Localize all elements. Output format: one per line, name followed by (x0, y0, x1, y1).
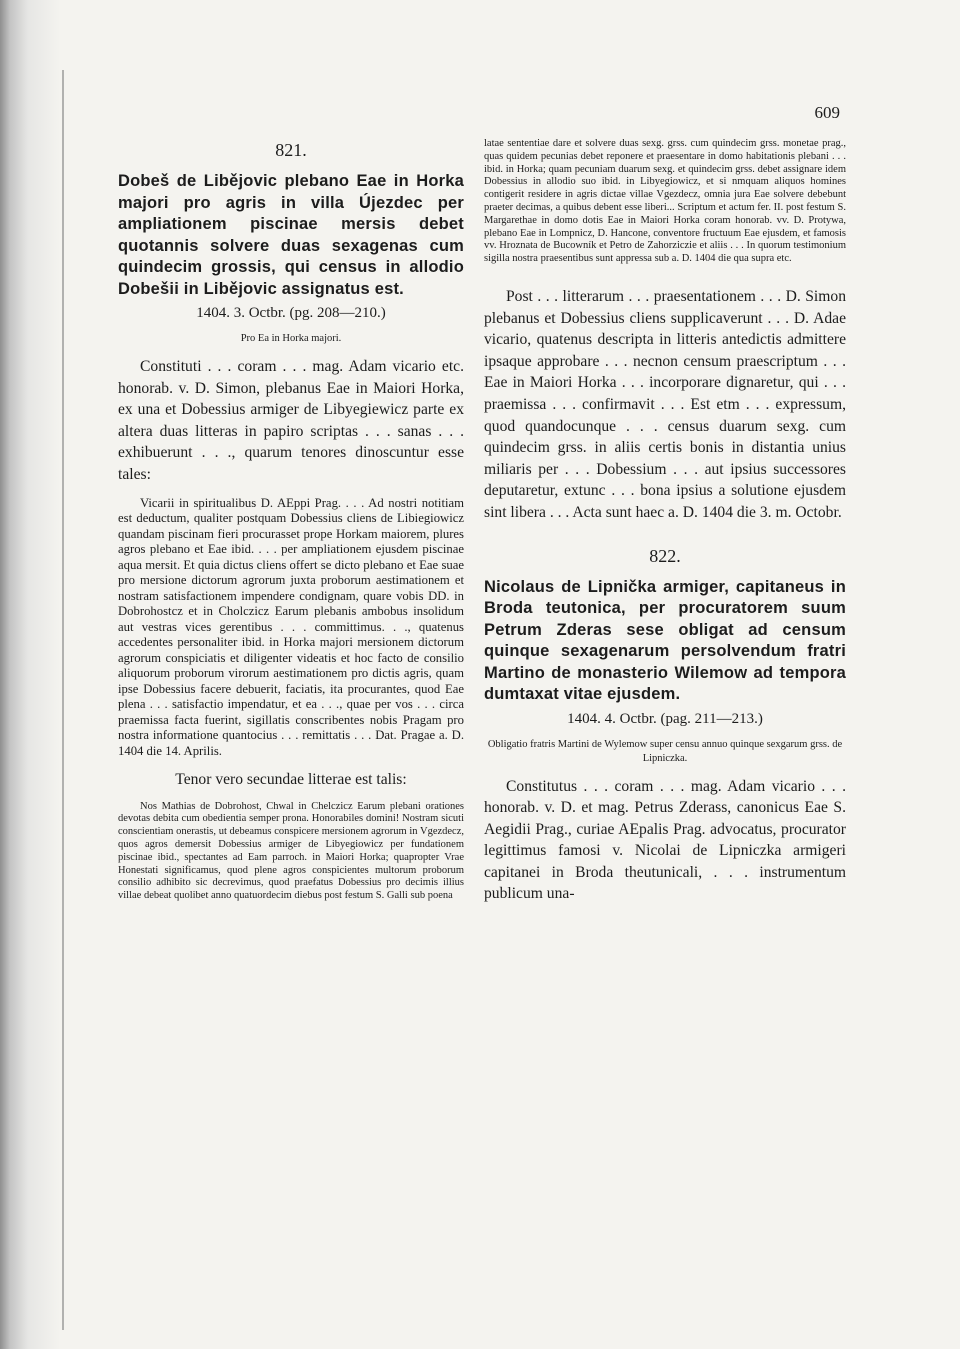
document-subtitle-822: Obligatio fratris Martini de Wylemow super censu annuo quinque sexgarum grss. de Lipniczka. (487, 738, 843, 764)
tenor-line: Tenor vero secundae litterae est talis: (175, 771, 407, 789)
document-heading-822: Nicolaus de Lipnička armiger, capitaneus in Broda teutonica, per procuratorem suum Petrum Zderas sese obligat ad censum quinque sexagenarum persolvendum fratri Martino de monasterio Wilemow ad tempora dumtaxat vitae ejusdem. (484, 577, 846, 703)
right-column (484, 138, 846, 905)
document-number-821: 821. (275, 140, 307, 160)
intro-paragraph-822: Constitutus . . . coram . . . mag. Adam vicario . . . honorab. v. D. et mag. Petrus Zderass, canonicus Eae S. Aegidii Prag., curiae AEpalis Prag. advocatus, procurator legittimus famosi v. Nicolai de Lipniczka armigeri capitanei in Broda theutunicali, . . . instrumentum publicum una- (484, 777, 846, 903)
page-number: 609 (814, 103, 840, 122)
document-date-821: 1404. 3. Octbr. (pg. 208—210.) (196, 305, 386, 321)
document-number-822: 822. (649, 545, 681, 566)
document-date-822: 1404. 4. Octbr. (pag. 211—213.) (567, 710, 763, 727)
page-edge-line (62, 70, 64, 1330)
document-subtitle-821: Pro Ea in Horka majori. (240, 333, 342, 344)
book-spine-shadow (0, 0, 64, 1349)
letter-two-text: Nos Mathias de Dobrohost, Chwal in Chelczicz Earum plebani orationes devotas debita cum obedientia semper prona. Honorabiles domini! Nostram sicuti conscientiam onerastis, ut debeamus conspicere mersionem agrorum in Vgezdecz, quos agros demersit Dobessius armiger de Libyegiowicz per fundationem piscinae ibid., spectantes ad Eam parroch. in Maiori Horka; quapropter Vrae Honestati significamus, quod plene agros conspicientes multorum proborum consilio adhibito sic decrevimus, quod praefatus Dobessius pro decimis illius villae debeat quolibet anno quatuordecim diebus post festum S. Galli sub poena (118, 800, 464, 902)
letter-one-text: Vicarii in spiritualibus D. AEppi Prag. . . . Ad nostri notitiam est deductum, qualiter postquam Dobessius cliens de Libiegiowicz quandam piscinam fieri procurasset prope Horkam maiorem, plures agros plebano et Eae ibid. . . . per ampliationem ejusdem piscinae aqua mersit. Et quia dictus cliens offert se dicto plebano et Eae suae pro mersione dictorum agrorum juxta proborum aestimationem et nostram satisfactionem impendere condignam, quare vobis DD. in Dobrohostcz et in Cholczicz Earum plebanis ambobus insolidum aut vestras vices gerentibus . . . committimus. . ., quatenus accedentes personaliter ibid. in Horka majori mersionem dictorum agrorum conspiciatis et diligenter videatis et hoc facto de consilio aliquorum proborum virorum aestimationem pro dictis agris, quam ipse Dobessius facere debuerit, faciatis, ita procurantes, quod Eae plena . . . satisfactio impendatur, et ea . . ., quae per vos . . . circa praemissa facta fuerint, sigillatis conscribentes nobis Pragam pro nostra informatione quantocius . . . remittatis . . . Dat. Pragae a. D. 1404 die 14. Aprilis. (118, 495, 464, 758)
document-heading-821: Dobeš de Libějovic plebano Eae in Horka majori pro agris in villa Újezdec per ampliationem piscinae mersis debet quotannis solvere duas sexagenas cum quindecim grossis, qui census in allodio Dobešii in Libějovic assignatus est. (118, 172, 464, 298)
post-paragraph-821: Post . . . litterarum . . . praesentationem . . . D. Simon plebanus et Dobessius cliens supplicaverunt . . . D. Adae vicario, quatenus descripta in litteris antedictis admittere ipsaque approbare . . . necnon censum praescriptum . . . Eae in Maiori Horka . . . incorporare dignaretur, qui . . . praemissa . . . confirmavit . . . Est etm . . . expressum, quod quandocunque . . . census duarum sexg. cum quindecim grss. in aliis certis bonis in distantia unius miliaris per . . . Dobessium . . . aut ipsius successores deputaretur, extunc . . . bona ipsius a solutione ejusdem sint libera . . . Acta sunt haec a. D. 1404 die 3. m. Octobr. (484, 287, 846, 521)
letter-two-continuation: latae sententiae dare et solvere duas sexg. grss. cum quindecim grss. monetae prag., quas quidem pecunias debet reponere et praesentare in domo habitationis plebani . . . ibid. in Horka; quam pecuniam duarum sexg. et quindecim grss. debet assignare idem Dobessius in allodio suo ibid. in Libyegiowicz, et si nmquam aliquos homines contigerit residere in agris dictae villae Vgezdecz, omnia jura Eae solvere debebunt praeter decimas, a quibus debent esse liberi... Scriptum et actum fer. II. post festum S. Margarethae in domo dotis Eae in Maiori Horka coram honorab. vv. D. Protywa, plebano Eae in Lompnicz, D. Hancone, conventore fructuum Eae ejusdem, et famosis vv. Hroznata de Bucowník et Petro de Zahorziczie et aliis . . . In quorum testimonium sigilla nostra praesentibus sunt appressa sub a. D. 1404 die qua supra etc. (484, 138, 846, 265)
intro-paragraph-821: Constituti . . . coram . . . mag. Adam vicario etc. honorab. v. D. Simon, plebanus Eae in Maiori Horka, ex una et Dobessius armiger de Libyegiewicz parte ex altera duas litteras in papiro scriptas . . . sanas . . . exhibuerunt . . ., quarum tenores dinoscuntur esse tales: (118, 358, 464, 483)
left-column (118, 138, 464, 903)
